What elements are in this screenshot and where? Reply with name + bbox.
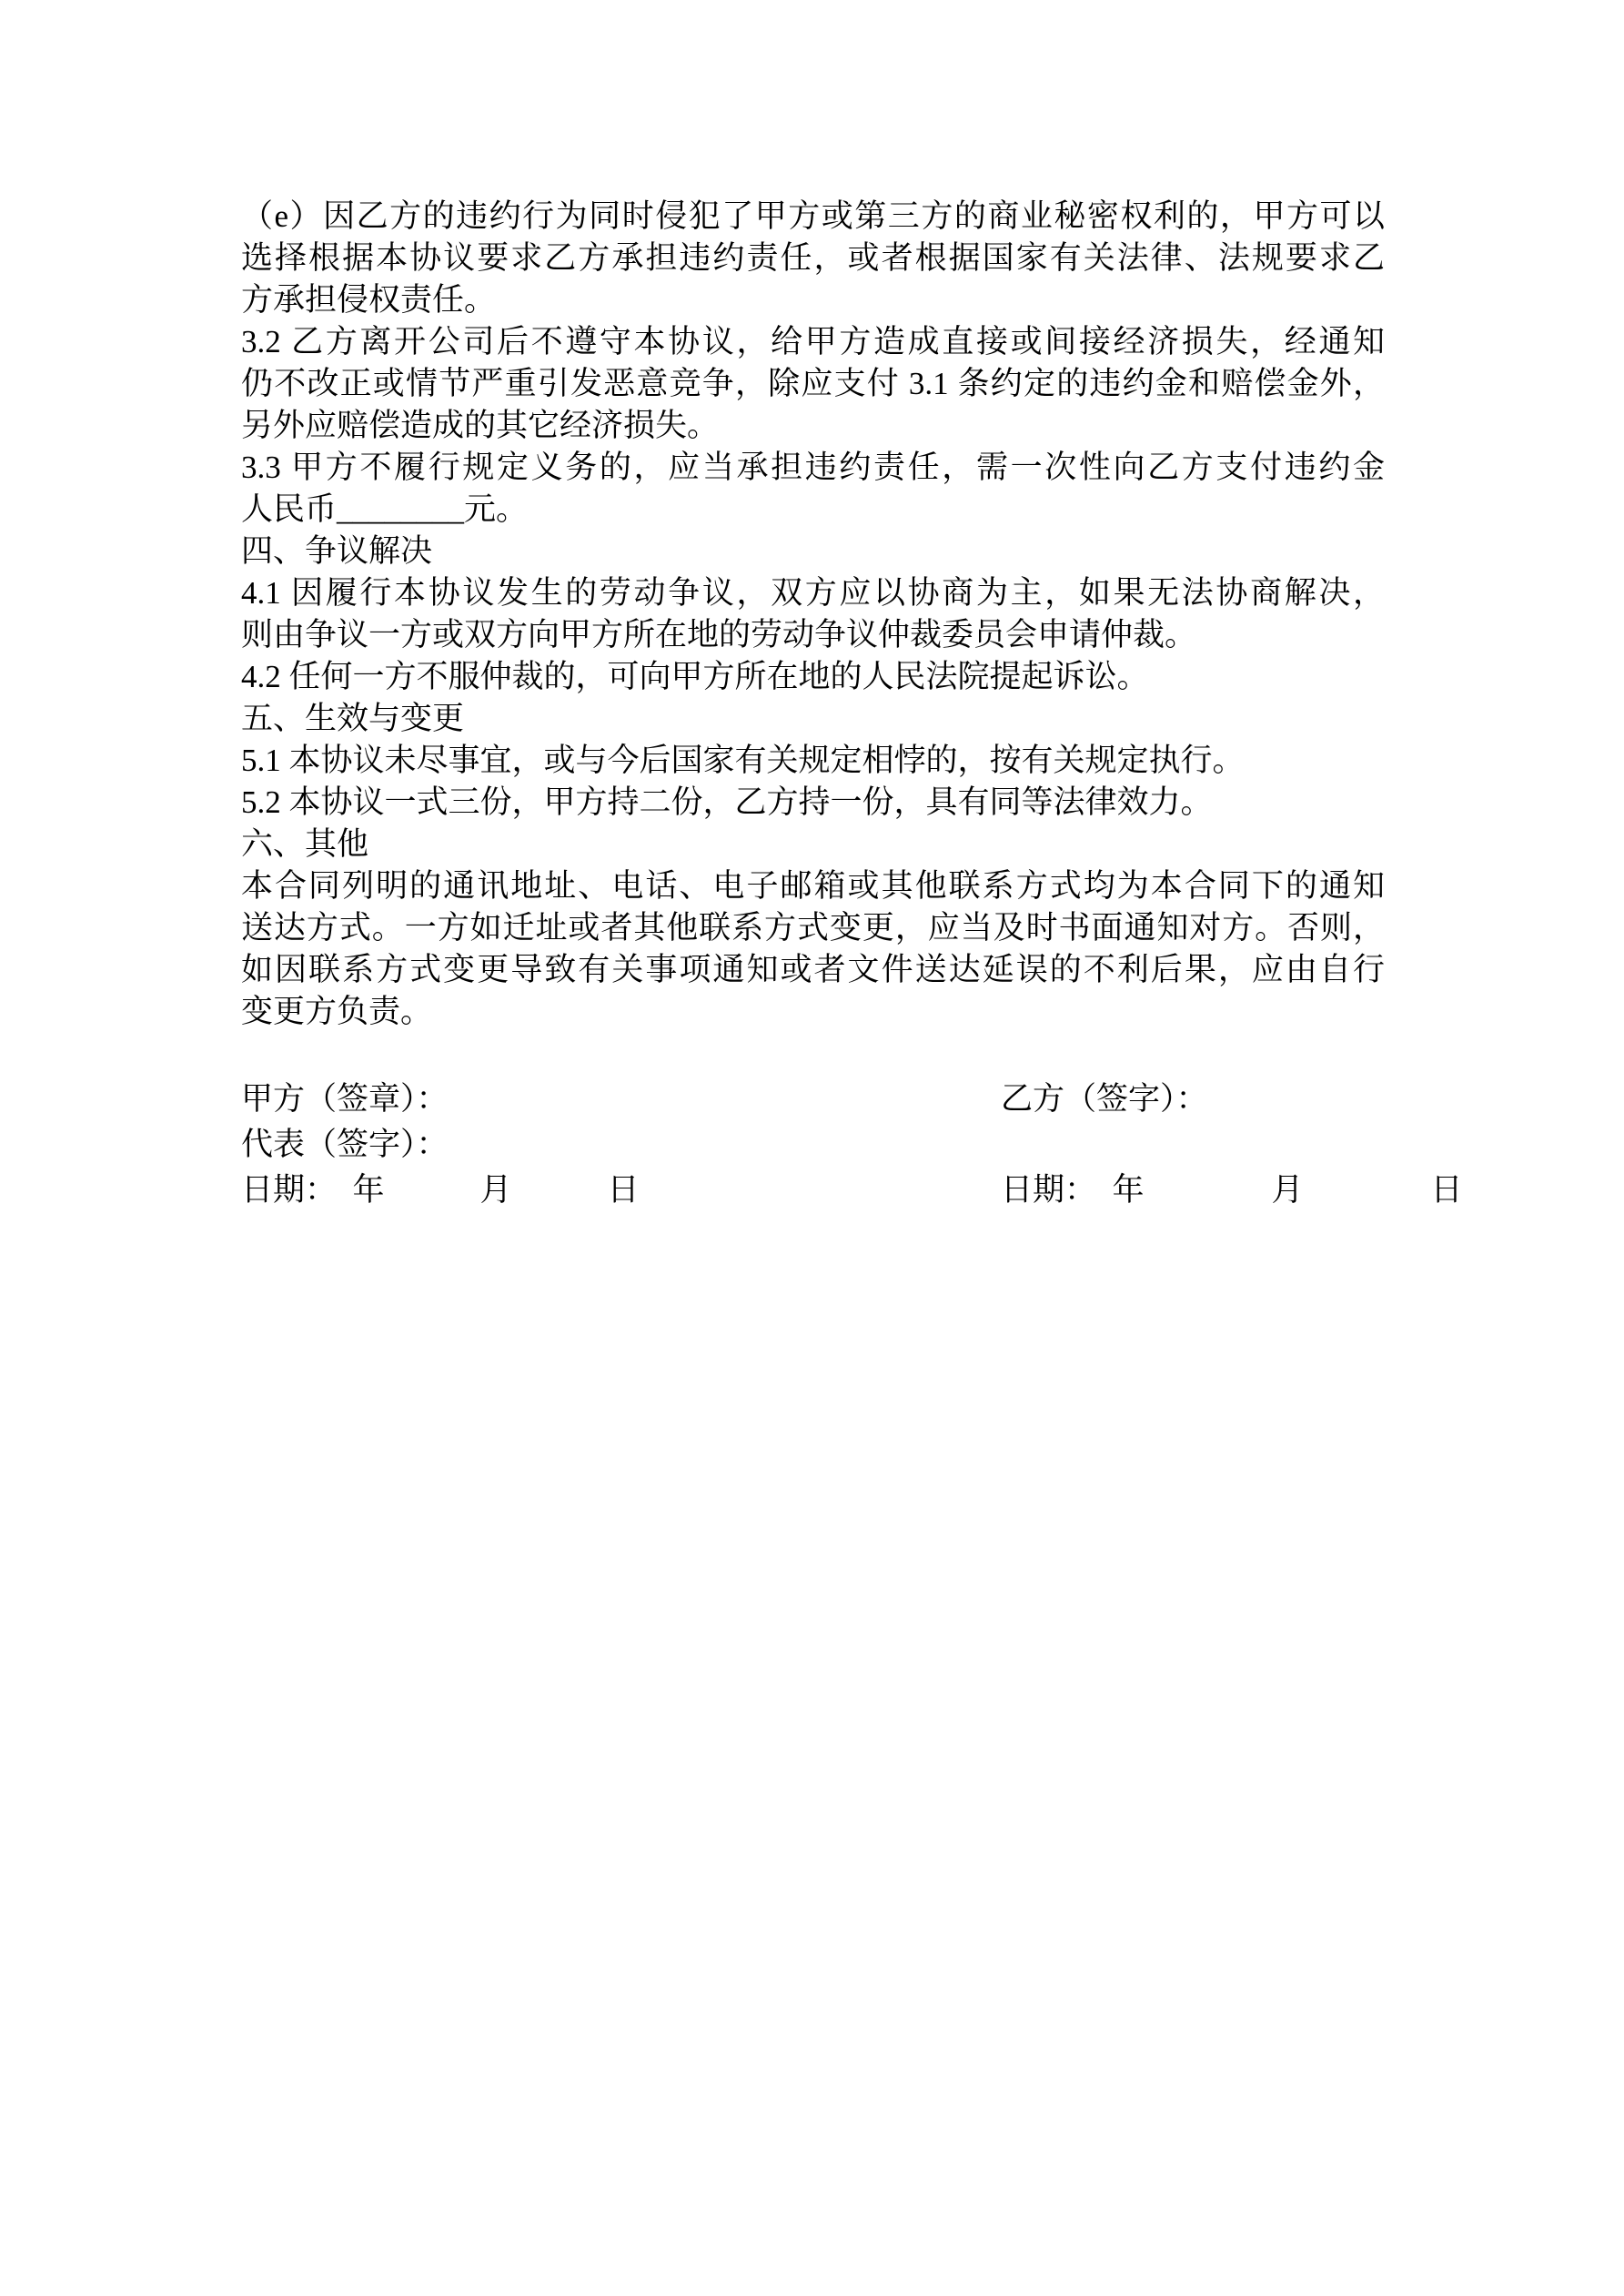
party-a-rep-label: 代表（签字）： [241,1127,449,1162]
contract-line: 5.2 本协议一式三份，甲方持二份，乙方持一份，具有同等法律效力。 [241,784,1213,820]
party-a-date-line: 日期： 年 月 日 [241,1172,640,1208]
contract-line: 六、其他 [241,826,369,862]
contract-line: 则由争议一方或双方向甲方所在地的劳动争议仲裁委员会申请仲裁。 [241,617,1197,652]
signature-row [241,1168,1463,1213]
contract-line: （e）因乙方的违约行为同时侵犯了甲方或第三方的商业秘密权利的，甲方可以 [241,198,1385,234]
party-b-sign-label: 乙方（签字）： [1001,1081,1208,1117]
signature-row [241,1077,1424,1122]
contract-line: 五、生效与变更 [241,701,465,736]
signature-block [241,1077,1463,1213]
contract-line: 仍不改正或情节严重引发恶意竞争，除应支付 3.1 条约定的违约金和赔偿金外， [241,366,1385,401]
contract-line: 3.2 乙方离开公司后不遵守本协议，给甲方造成直接或间接经济损失，经通知 [241,324,1385,359]
contract-line: 3.3 甲方不履行规定义务的，应当承担违约责任，需一次性向乙方支付违约金 [241,450,1385,485]
contract-line: 变更方负责。 [241,994,433,1029]
contract-line: 人民币________元。 [241,491,529,527]
contract-line: 本合同列明的通讯地址、电话、电子邮箱或其他联系方式均为本合同下的通知 [241,868,1385,904]
contract-line: 四、争议解决 [241,533,433,569]
contract-body-text [241,196,1385,1033]
contract-line: 4.1 因履行本协议发生的劳动争议，双方应以协商为主，如果无法协商解决， [241,575,1385,611]
party-a-seal-label: 甲方（签章）： [241,1081,449,1117]
party-b-date-line: 日期： 年 月 日 [1001,1172,1463,1208]
contract-line: 选择根据本协议要求乙方承担违约责任，或者根据国家有关法律、法规要求乙 [241,240,1385,276]
contract-line: 4.2 任何一方不服仲裁的，可向甲方所在地的人民法院提起诉讼。 [241,659,1149,694]
contract-line: 送达方式。一方如迁址或者其他联系方式变更，应当及时书面通知对方。否则， [241,910,1385,946]
signature-row [241,1122,1424,1168]
contract-line: 另外应赔偿造成的其它经济损失。 [241,408,720,443]
contract-line: 5.1 本协议未尽事宜，或与今后国家有关规定相悖的，按有关规定执行。 [241,743,1245,778]
contract-line: 如因联系方式变更导致有关事项通知或者文件送达延误的不利后果，应由自行 [241,952,1385,987]
contract-line: 方承担侵权责任。 [241,282,497,318]
